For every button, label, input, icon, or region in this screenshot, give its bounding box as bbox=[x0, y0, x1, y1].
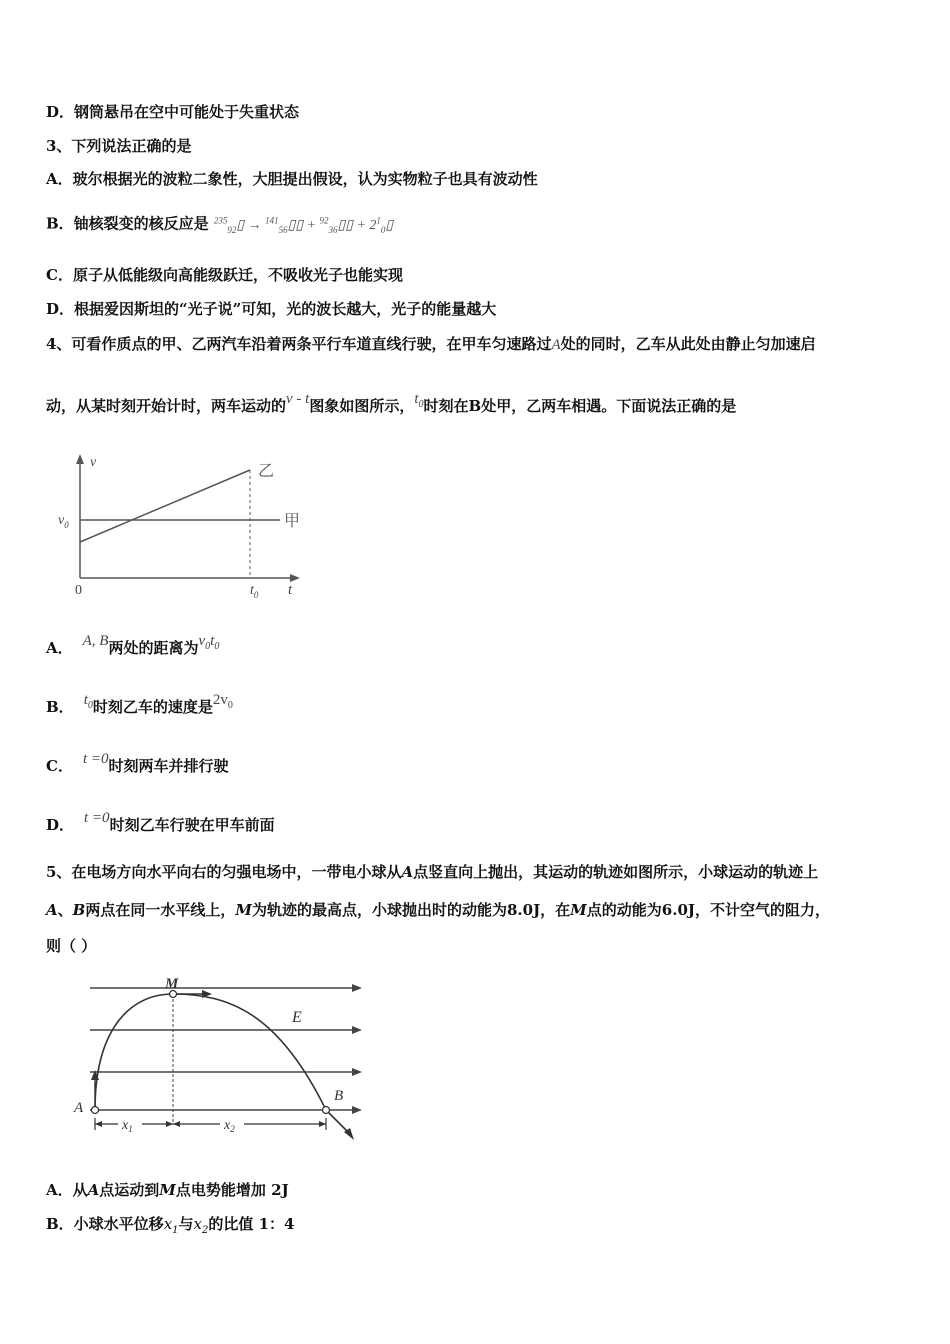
q3-option-b bbox=[46, 210, 393, 239]
fission-equation: $^{235}_{92}$▯ → $^{141}_{56}$▯▯ + $^{92}_{36}$▯▯ + $2^1_0▯$ bbox=[213, 215, 394, 235]
q5-option-b: B．小球水平位移$x_1$与$x_2$的比值 1：4 bbox=[46, 1215, 295, 1236]
vt-graph bbox=[50, 452, 320, 607]
q5-stem-line3: 则（ ） bbox=[46, 937, 97, 955]
q5-option-a: A．从A点运动到M点电势能增加 2J bbox=[46, 1181, 289, 1199]
q4-option-c: C． t =0时刻两车并排行驶 bbox=[46, 751, 229, 775]
q4-stem-line2: 动，从某时刻开始计时，两车运动的v - t图象如图所示，$t_0$时刻在B处甲，乙两车相遇。下面说法正确的是 bbox=[46, 391, 737, 415]
point-a bbox=[92, 1107, 99, 1114]
t-axis-label: t bbox=[288, 582, 293, 598]
q4-option-d: D． t =0时刻乙车行驶在甲车前面 bbox=[46, 810, 275, 834]
label-x2: $x_2$ bbox=[224, 1118, 235, 1134]
q4-option-b: B． $t_0$时刻乙车的速度是$2v_0$ bbox=[46, 692, 233, 716]
t-axis-arrow bbox=[290, 574, 300, 582]
q5-stem-line1: 5、在电场方向水平向右的匀强电场中，一带电小球从A点竖直向上抛出，其运动的轨迹如图所示，小球运动的轨迹上 bbox=[46, 863, 819, 881]
yi-line bbox=[80, 470, 250, 542]
t0-label: $t_0$ bbox=[250, 583, 259, 600]
q4-stem-line1: 4、可看作质点的甲、乙两汽车沿着两条平行车道直线行驶，在甲车匀速路过A处的同时，乙车从此处由静止匀加速启 bbox=[46, 335, 816, 353]
q3-option-c: C．原子从低能级向高能级跃迁，不吸收光子也能实现 bbox=[46, 266, 403, 284]
jia-label: 甲 bbox=[284, 513, 301, 530]
vt-symbol: v - t bbox=[286, 391, 310, 407]
q3-option-b-prefix: B．铀核裂变的核反应是 bbox=[46, 214, 209, 233]
yi-label: 乙 bbox=[258, 463, 275, 480]
label-m: M bbox=[165, 976, 179, 992]
q5-stem-line2: A、B两点在同一水平线上，M为轨迹的最高点，小球抛出时的动能为8.0J，在M点的动能为6.0J，不计空气的阻力， bbox=[46, 901, 830, 919]
field-trajectory-figure bbox=[68, 972, 368, 1144]
q4-option-a: A． A, B两处的距离为$v_0t_0$ bbox=[46, 633, 220, 657]
trajectory-curve bbox=[95, 994, 350, 1134]
q3-option-d: D．根据爱因斯坦的“光子说”可知，光的波长越大，光子的能量越大 bbox=[46, 300, 497, 318]
point-a-symbol: A bbox=[551, 337, 561, 353]
q3-option-a: A．玻尔根据光的波粒二象性，大胆提出假设，认为实物粒子也具有波动性 bbox=[46, 170, 538, 188]
q2-option-d: D．钢筒悬吊在空中可能处于失重状态 bbox=[46, 103, 300, 121]
label-x1: $x_1$ bbox=[122, 1118, 133, 1134]
v0-label: $v_0$ bbox=[58, 513, 69, 530]
t0-symbol: $t_0$ bbox=[414, 391, 424, 410]
v-axis-arrow bbox=[76, 454, 84, 464]
label-b: B bbox=[334, 1088, 344, 1104]
label-e: E bbox=[292, 1009, 302, 1026]
point-b bbox=[323, 1107, 330, 1114]
origin-label: 0 bbox=[75, 583, 82, 598]
label-a: A bbox=[74, 1100, 84, 1116]
q3-stem: 3、下列说法正确的是 bbox=[46, 137, 192, 155]
v-axis-label: v bbox=[90, 455, 97, 470]
